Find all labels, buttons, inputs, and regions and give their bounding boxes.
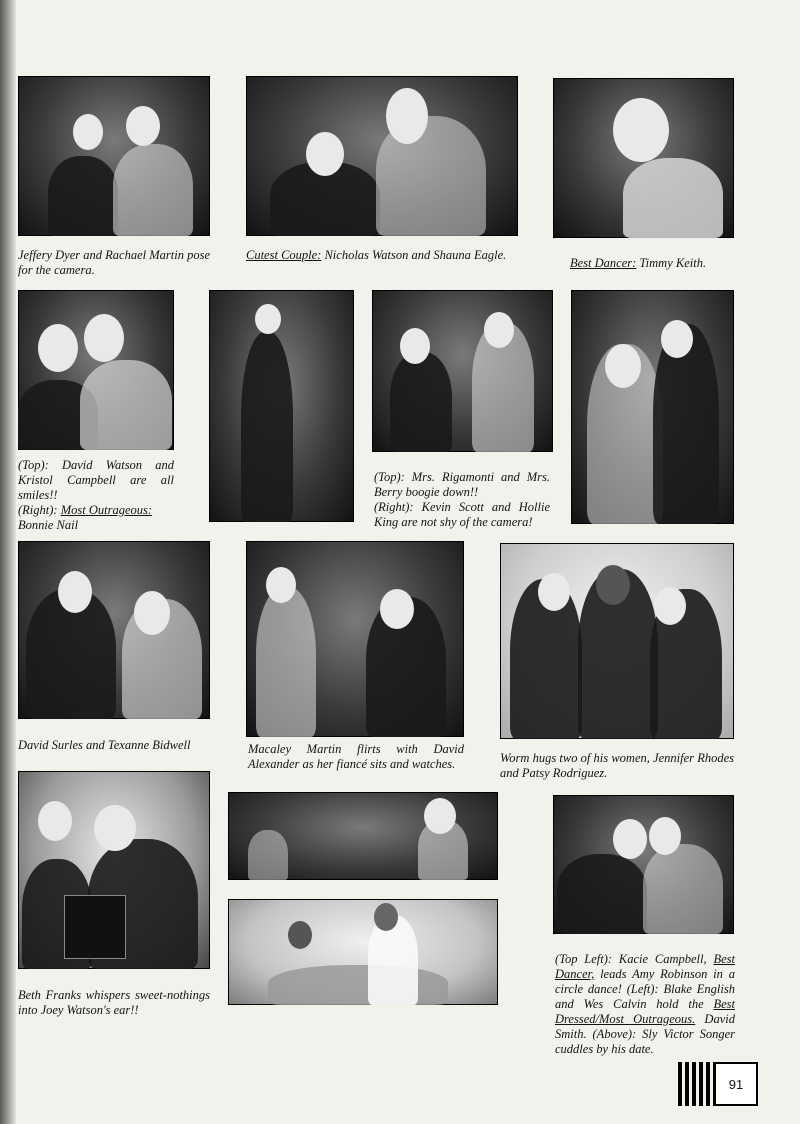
caption-franks-watson: Beth Franks whispers sweet-nothings into Joey Watson's ear!!: [18, 988, 210, 1017]
page-binding-shadow: [0, 0, 16, 1124]
photo-franks-watson: [18, 771, 210, 969]
photo-rigamonti-berry: [372, 290, 553, 452]
page-number: 91: [714, 1062, 758, 1106]
photo-martin-alexander: [246, 541, 464, 737]
photo-surles-bidwell: [18, 541, 210, 719]
photo-circle-dance: [228, 792, 498, 880]
caption-best-dancer: Best Dancer: Timmy Keith.: [570, 256, 707, 270]
photo-best-dancer: [553, 78, 734, 238]
caption-rigamonti-berry-scott-king: (Top): Mrs. Rigamonti and Mrs. Berry boogie down!! (Right): Kevin Scott and Hollie King are not shy of the camera!: [374, 470, 550, 529]
caption-martin-alexander: Macaley Martin flirts with David Alexander as her fiancé sits and watches.: [248, 742, 464, 771]
caption-cutest-couple: Cutest Couple: Nicholas Watson and Shauna Eagle.: [246, 248, 507, 262]
photo-dyer-martin: [18, 76, 210, 236]
caption-kacie-campbell: (Top Left): Kacie Campbell, Best Dancer, leads Amy Robinson in a circle dance! (Left): Blake English and Wes Calvin hold the Best Dressed/Most Outrageous. David Smith. (Above): Sly Victor Songer cuddles by his date.: [555, 952, 735, 1056]
caption-worm: Worm hugs two of his women, Jennifer Rhodes and Patsy Rodriguez.: [500, 751, 734, 780]
photo-worm-rhodes-rodriguez: [500, 543, 734, 739]
photo-cutest-couple: [246, 76, 518, 236]
photo-english-calvin-smith: [228, 899, 498, 1005]
photo-bonnie-nail: [209, 290, 354, 522]
photo-watson-campbell: [18, 290, 174, 450]
photo-scott-king: [571, 290, 734, 524]
caption-dyer-martin: Jeffery Dyer and Rachael Martin pose for the camera.: [18, 248, 210, 277]
page-number-badge: [678, 1062, 758, 1106]
caption-surles-bidwell: David Surles and Texanne Bidwell: [18, 738, 191, 752]
photo-songer-date: [553, 795, 734, 934]
page-number-stripes: [678, 1062, 714, 1106]
caption-watson-campbell-nail: (Top): David Watson and Kristol Campbell are all smiles!! (Right): Most Outrageous: Bonnie Nail: [18, 458, 174, 532]
